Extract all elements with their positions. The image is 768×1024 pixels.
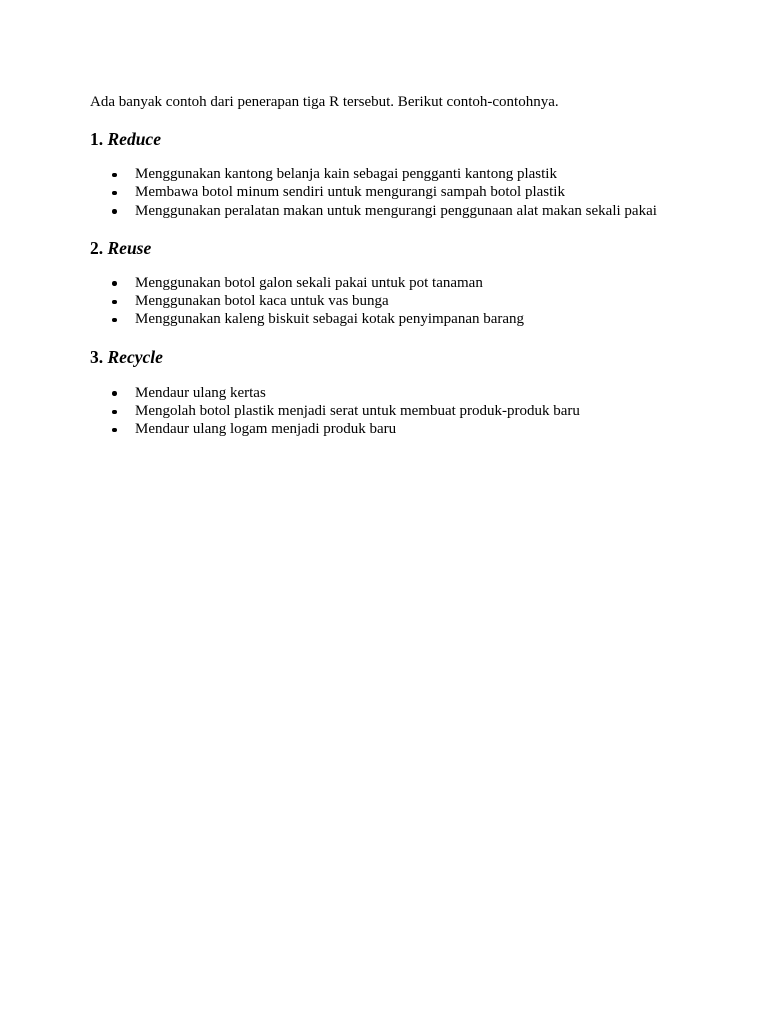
bullet-icon xyxy=(112,391,117,396)
list-item-text: Menggunakan peralatan makan untuk mengurangi penggunaan alat makan sekali pakai xyxy=(135,202,657,219)
section-term: Recycle xyxy=(107,346,163,367)
list-item xyxy=(90,202,690,220)
bullet-icon xyxy=(112,318,117,323)
section-term: Reduce xyxy=(107,129,161,149)
list-item xyxy=(90,183,690,201)
list-item xyxy=(90,384,690,402)
section-term: Reuse xyxy=(107,237,152,258)
document-page xyxy=(90,93,690,439)
bullet-icon xyxy=(112,173,117,178)
bullet-icon xyxy=(112,428,117,433)
recycle-list xyxy=(90,384,690,439)
bullet-icon xyxy=(112,209,117,214)
section-heading-recycle xyxy=(90,347,690,367)
bullet-icon xyxy=(112,410,117,415)
reuse-list xyxy=(90,274,690,329)
list-item-text: Menggunakan kantong belanja kain sebagai pengganti kantong plastik xyxy=(135,166,557,182)
bullet-icon xyxy=(112,281,117,286)
list-item-text: Menggunakan botol galon sekali pakai untuk pot tanaman xyxy=(135,274,483,291)
bullet-icon xyxy=(112,191,117,196)
list-item xyxy=(90,402,690,420)
list-item xyxy=(90,165,690,183)
bullet-icon xyxy=(112,300,117,305)
list-item-text: Menggunakan kaleng biskuit sebagai kotak penyimpanan barang xyxy=(135,311,525,328)
list-item xyxy=(90,420,690,438)
list-item-text: Mendaur ulang kertas xyxy=(135,384,266,401)
list-item-text: Membawa botol minum sendiri untuk mengurangi sampah botol plastik xyxy=(135,184,565,201)
section-heading-reduce xyxy=(90,129,690,149)
intro-paragraph: Ada banyak contoh dari penerapan tiga R tersebut. Berikut contoh-contohnya. xyxy=(90,94,559,110)
reduce-list xyxy=(90,165,690,220)
list-item xyxy=(90,274,690,292)
section-number: 1. xyxy=(90,129,104,149)
list-item xyxy=(90,310,690,328)
list-item-text: Mengolah botol plastik menjadi serat untuk membuat produk-produk baru xyxy=(135,403,580,420)
list-item-text: Mendaur ulang logam menjadi produk baru xyxy=(135,421,397,438)
section-heading-reuse xyxy=(90,238,690,258)
list-item xyxy=(90,292,690,310)
list-item-text: Menggunakan botol kaca untuk vas bunga xyxy=(135,293,389,310)
section-number: 3. xyxy=(90,346,104,367)
section-number: 2. xyxy=(90,237,104,258)
